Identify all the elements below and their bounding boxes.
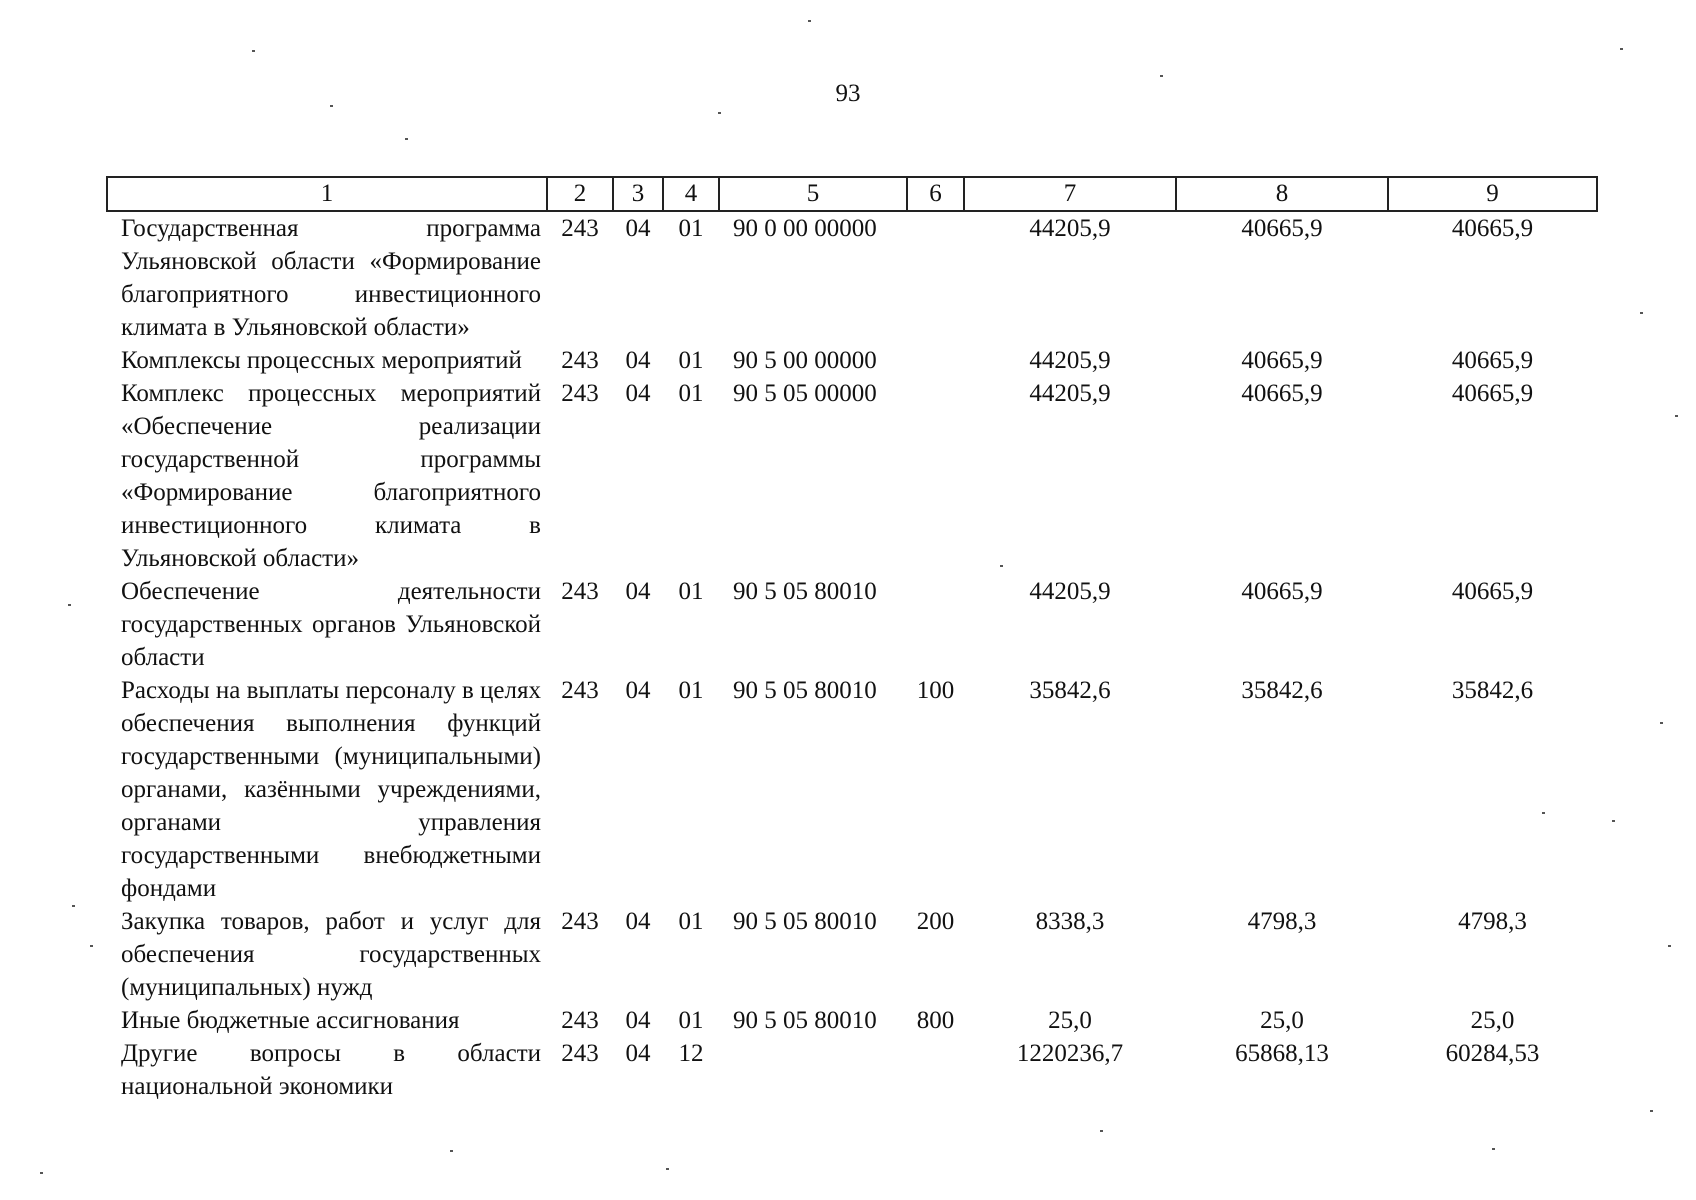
scan-speck <box>1612 820 1615 822</box>
row-col-7: 25,0 <box>1048 1007 1092 1034</box>
row-col-4: 01 <box>678 380 704 407</box>
row-col-2: 243 <box>561 380 599 407</box>
row-col-3: 04 <box>625 380 651 407</box>
row-col-9: 4798,3 <box>1458 908 1527 935</box>
row-name: Комплексы процессных мероприятий <box>121 347 522 374</box>
table-row <box>107 211 1597 344</box>
row-name: Иные бюджетные ассигнования <box>121 1007 460 1034</box>
row-col-4: 01 <box>678 347 704 374</box>
scan-speck <box>1650 1110 1653 1112</box>
row-col-2: 243 <box>561 1007 599 1034</box>
row-col-5: 90 5 05 00000 <box>733 380 877 407</box>
row-col-4: 01 <box>678 677 704 704</box>
row-col-3: 04 <box>625 908 651 935</box>
row-col-8: 65868,13 <box>1235 1040 1329 1067</box>
row-col-8: 40665,9 <box>1241 347 1323 374</box>
scan-speck <box>252 50 255 52</box>
header-row <box>107 177 1597 211</box>
row-col-7: 1220236,7 <box>1016 1040 1124 1067</box>
row-name: Государственная программа Ульяновской области «Формирование благоприятного инвестиционного климата в Ульяновской области» <box>121 215 541 341</box>
row-col-6 <box>907 211 964 344</box>
row-col-3: 04 <box>625 677 651 704</box>
scan-speck <box>808 20 811 22</box>
row-col-5: 90 5 00 00000 <box>733 347 877 374</box>
header-col-3: 3 <box>613 177 663 211</box>
header-col-1: 1 <box>107 177 547 211</box>
scan-speck <box>68 604 71 606</box>
row-col-2: 243 <box>561 578 599 605</box>
row-col-5: 90 0 00 00000 <box>733 215 877 242</box>
row-col-6: 200 <box>916 908 955 935</box>
scan-speck <box>1668 945 1671 947</box>
row-col-8: 25,0 <box>1260 1007 1304 1034</box>
row-col-8: 4798,3 <box>1247 908 1317 935</box>
row-col-9: 40665,9 <box>1451 347 1534 374</box>
row-col-6 <box>907 344 964 377</box>
row-col-6 <box>907 1037 964 1103</box>
row-name: Расходы на выплаты персоналу в целях обеспечения выполнения функций государственными (муниципальными) органами, казёнными учреждениями, органами управления государственными внебюджетными фондами <box>121 677 541 902</box>
row-name: Закупка товаров, работ и услуг для обеспечения государственных (муниципальных) нужд <box>121 908 541 1001</box>
row-col-5: 90 5 05 80010 <box>733 578 877 605</box>
row-col-4: 01 <box>678 578 704 605</box>
row-col-8: 40665,9 <box>1241 578 1323 605</box>
row-col-2: 243 <box>561 1040 599 1067</box>
header-col-6: 6 <box>907 177 964 211</box>
row-col-9: 35842,6 <box>1451 677 1534 704</box>
row-col-9: 40665,9 <box>1451 578 1534 605</box>
scan-speck <box>1000 565 1003 567</box>
scan-speck <box>1660 722 1663 724</box>
row-col-6 <box>907 575 964 674</box>
row-col-8: 40665,9 <box>1241 215 1323 242</box>
header-col-4: 4 <box>663 177 719 211</box>
table-row <box>107 344 1597 377</box>
table-row <box>107 905 1597 1004</box>
scan-speck <box>1492 1148 1495 1150</box>
header-col-5: 5 <box>719 177 907 211</box>
table-row <box>107 377 1597 575</box>
row-col-2: 243 <box>561 677 599 704</box>
row-col-7: 8338,3 <box>1035 908 1105 935</box>
row-col-8: 35842,6 <box>1241 677 1323 704</box>
scan-speck <box>40 1172 43 1174</box>
table-row <box>107 575 1597 674</box>
row-col-7: 44205,9 <box>1029 347 1111 374</box>
scan-speck <box>718 112 721 114</box>
scan-speck <box>1675 415 1678 417</box>
row-col-9: 60284,53 <box>1445 1040 1540 1067</box>
row-col-6: 800 <box>916 1007 955 1034</box>
header-col-8: 8 <box>1176 177 1388 211</box>
table-row <box>107 674 1597 905</box>
header-col-9: 9 <box>1388 177 1597 211</box>
row-col-3: 04 <box>625 1007 651 1034</box>
scan-speck <box>1100 1130 1103 1132</box>
row-col-5: 90 5 05 80010 <box>733 908 877 935</box>
scan-speck <box>450 1150 453 1152</box>
scan-speck <box>72 905 75 907</box>
row-col-2: 243 <box>561 908 599 935</box>
table-row <box>107 1004 1597 1037</box>
row-col-5: 90 5 05 80010 <box>733 677 877 704</box>
row-col-7: 44205,9 <box>1029 578 1111 605</box>
row-col-2: 243 <box>561 215 599 242</box>
row-col-6 <box>907 377 964 575</box>
row-col-7: 35842,6 <box>1029 677 1111 704</box>
row-name: Комплекс процессных мероприятий «Обеспечение реализации государственной программы «Формирование благоприятного инвестиционного климата в Ульяновской области» <box>121 380 541 572</box>
row-col-3: 04 <box>625 347 651 374</box>
row-col-7: 44205,9 <box>1029 215 1111 242</box>
row-col-4: 01 <box>678 908 704 935</box>
scan-speck <box>330 105 333 107</box>
row-col-4: 01 <box>678 215 704 242</box>
row-col-5: 90 5 05 80010 <box>733 1007 877 1034</box>
scan-speck <box>1620 48 1623 50</box>
table-row <box>107 1037 1597 1103</box>
row-col-4: 01 <box>678 1007 704 1034</box>
row-col-2: 243 <box>561 347 599 374</box>
scan-speck <box>666 1168 669 1170</box>
scan-speck <box>1640 312 1643 314</box>
row-col-8: 40665,9 <box>1241 380 1323 407</box>
row-col-3: 04 <box>625 1040 651 1067</box>
row-name: Другие вопросы в области национальной экономики <box>121 1040 541 1100</box>
row-col-9: 25,0 <box>1470 1007 1515 1034</box>
page-number: 93 <box>835 80 861 107</box>
row-col-3: 04 <box>625 578 651 605</box>
scan-speck <box>90 945 93 947</box>
scan-speck <box>1542 812 1545 814</box>
budget-table <box>106 176 1598 1103</box>
row-col-3: 04 <box>625 215 651 242</box>
row-name: Обеспечение деятельности государственных органов Ульяновской области <box>121 578 541 671</box>
row-col-9: 40665,9 <box>1451 215 1534 242</box>
row-col-6: 100 <box>916 677 955 704</box>
scan-speck <box>1160 75 1163 77</box>
row-col-5 <box>719 1037 907 1103</box>
row-col-7: 44205,9 <box>1029 380 1111 407</box>
header-col-2: 2 <box>547 177 613 211</box>
row-col-9: 40665,9 <box>1451 380 1534 407</box>
header-col-7: 7 <box>964 177 1176 211</box>
row-col-4: 12 <box>678 1040 704 1067</box>
scan-speck <box>405 138 408 140</box>
